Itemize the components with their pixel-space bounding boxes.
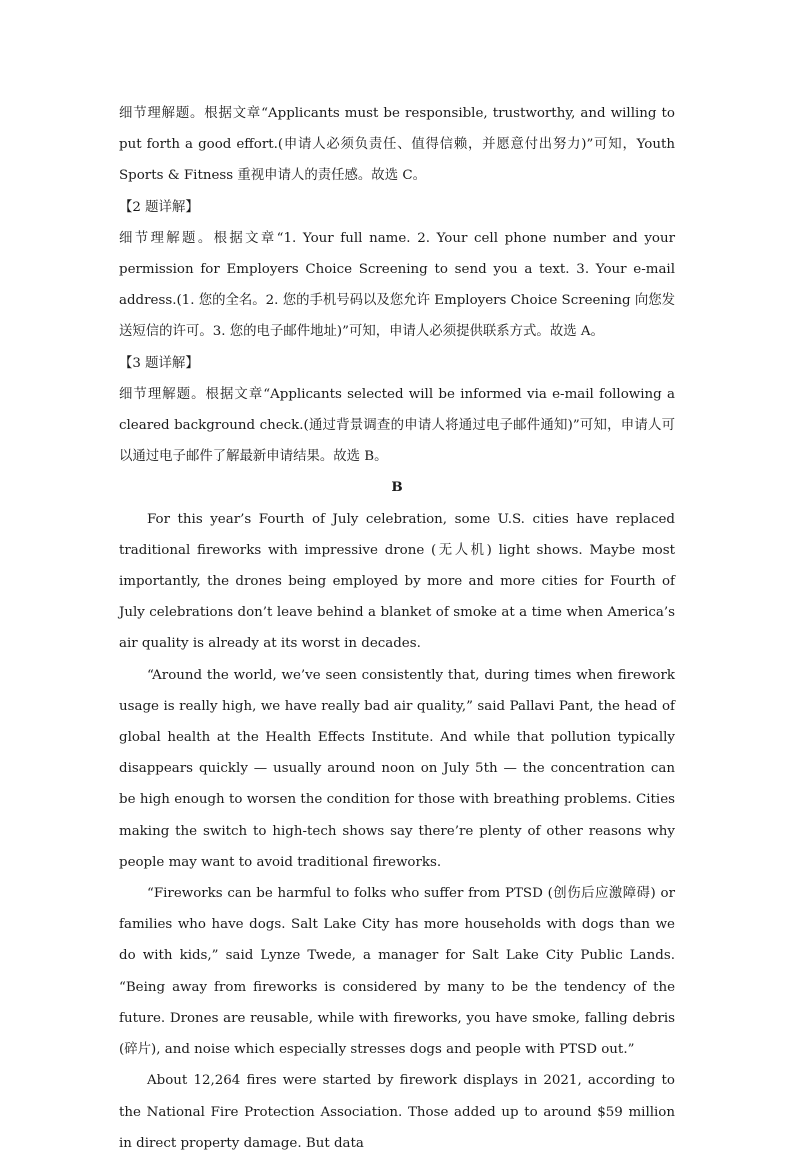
answer-2-heading: 【2 题详解】 bbox=[119, 199, 199, 215]
answer-3-heading: 【3 题详解】 bbox=[119, 355, 199, 371]
passage-paragraph-2: “Around the world, we’ve seen consistently that, during times when firework usage is really high, we have really bad air quality,” said Pallavi Pant, the head of global health at the Health Effects Institute. And while that pollution typically disappears quickly — usually around noon on July 5th — the concentration can be high enough to worsen the condition for those with breathing problems. Cities making the switch to high-tech shows say there’re plenty of other reasons why people may want to avoid traditional fireworks. bbox=[119, 667, 675, 870]
passage-paragraph-4: About 12,264 fires were started by firework displays in 2021, according to the National Fire Protection Association. Those added up to around $59 million in direct property damage. But data bbox=[119, 1073, 675, 1151]
answer-3-text: 细节理解题。根据文章“Applicants selected will be informed via e-mail following a cleared background check.(通过背景调查的申请人将通过电子邮件通知)”可知，申请人可以通过电子邮件了解最新申请结果。故选 B。 bbox=[119, 386, 675, 465]
passage-paragraph-1: For this year’s Fourth of July celebration, some U.S. cities have replaced traditional fireworks with impressive drone (无人机) light shows. Maybe most importantly, the drones being employed by more and more cities for Fourth of July celebrations don’t leave behind a blanket of smoke at a time when America’s air quality is already at its worst in decades. bbox=[119, 511, 675, 652]
answer-1-text: 细节理解题。根据文章“Applicants must be responsible, trustworthy, and willing to put forth a good effort.(申请人必须负责任、值得信赖，并愿意付出努力)”可知，Youth Sports & Fitness 重视申请人的责任感。故选 C。 bbox=[119, 106, 675, 184]
passage-paragraph-3: “Fireworks can be harmful to folks who suffer from PTSD (创伤后应激障碍) or families who have dogs. Salt Lake City has more households with dogs than we do with kids,” said Lynze Twede, a manager for Salt Lake City Public Lands. “Being away from fireworks is considered by many to be the tendency of the future. Drones are reusable, while with fireworks, you have smoke, falling debris (碎片), and noise which especially stresses dogs and people with PTSD out.” bbox=[119, 886, 675, 1058]
answer-2-text: 细节理解题。根据文章“1. Your full name. 2. Your cell phone number and your permission for Employers Choice Screening to send you a text. 3. Your e-mail address.(1. 您的全名。2. 您的手机号码以及您允许 Employers Choice Screening 向您发送短信的许可。3. 您的电子邮件地址)”可知，申请人必须提供联系方式。故选 A。 bbox=[119, 230, 676, 340]
section-title: B bbox=[391, 479, 403, 496]
document-page bbox=[119, 98, 675, 1159]
